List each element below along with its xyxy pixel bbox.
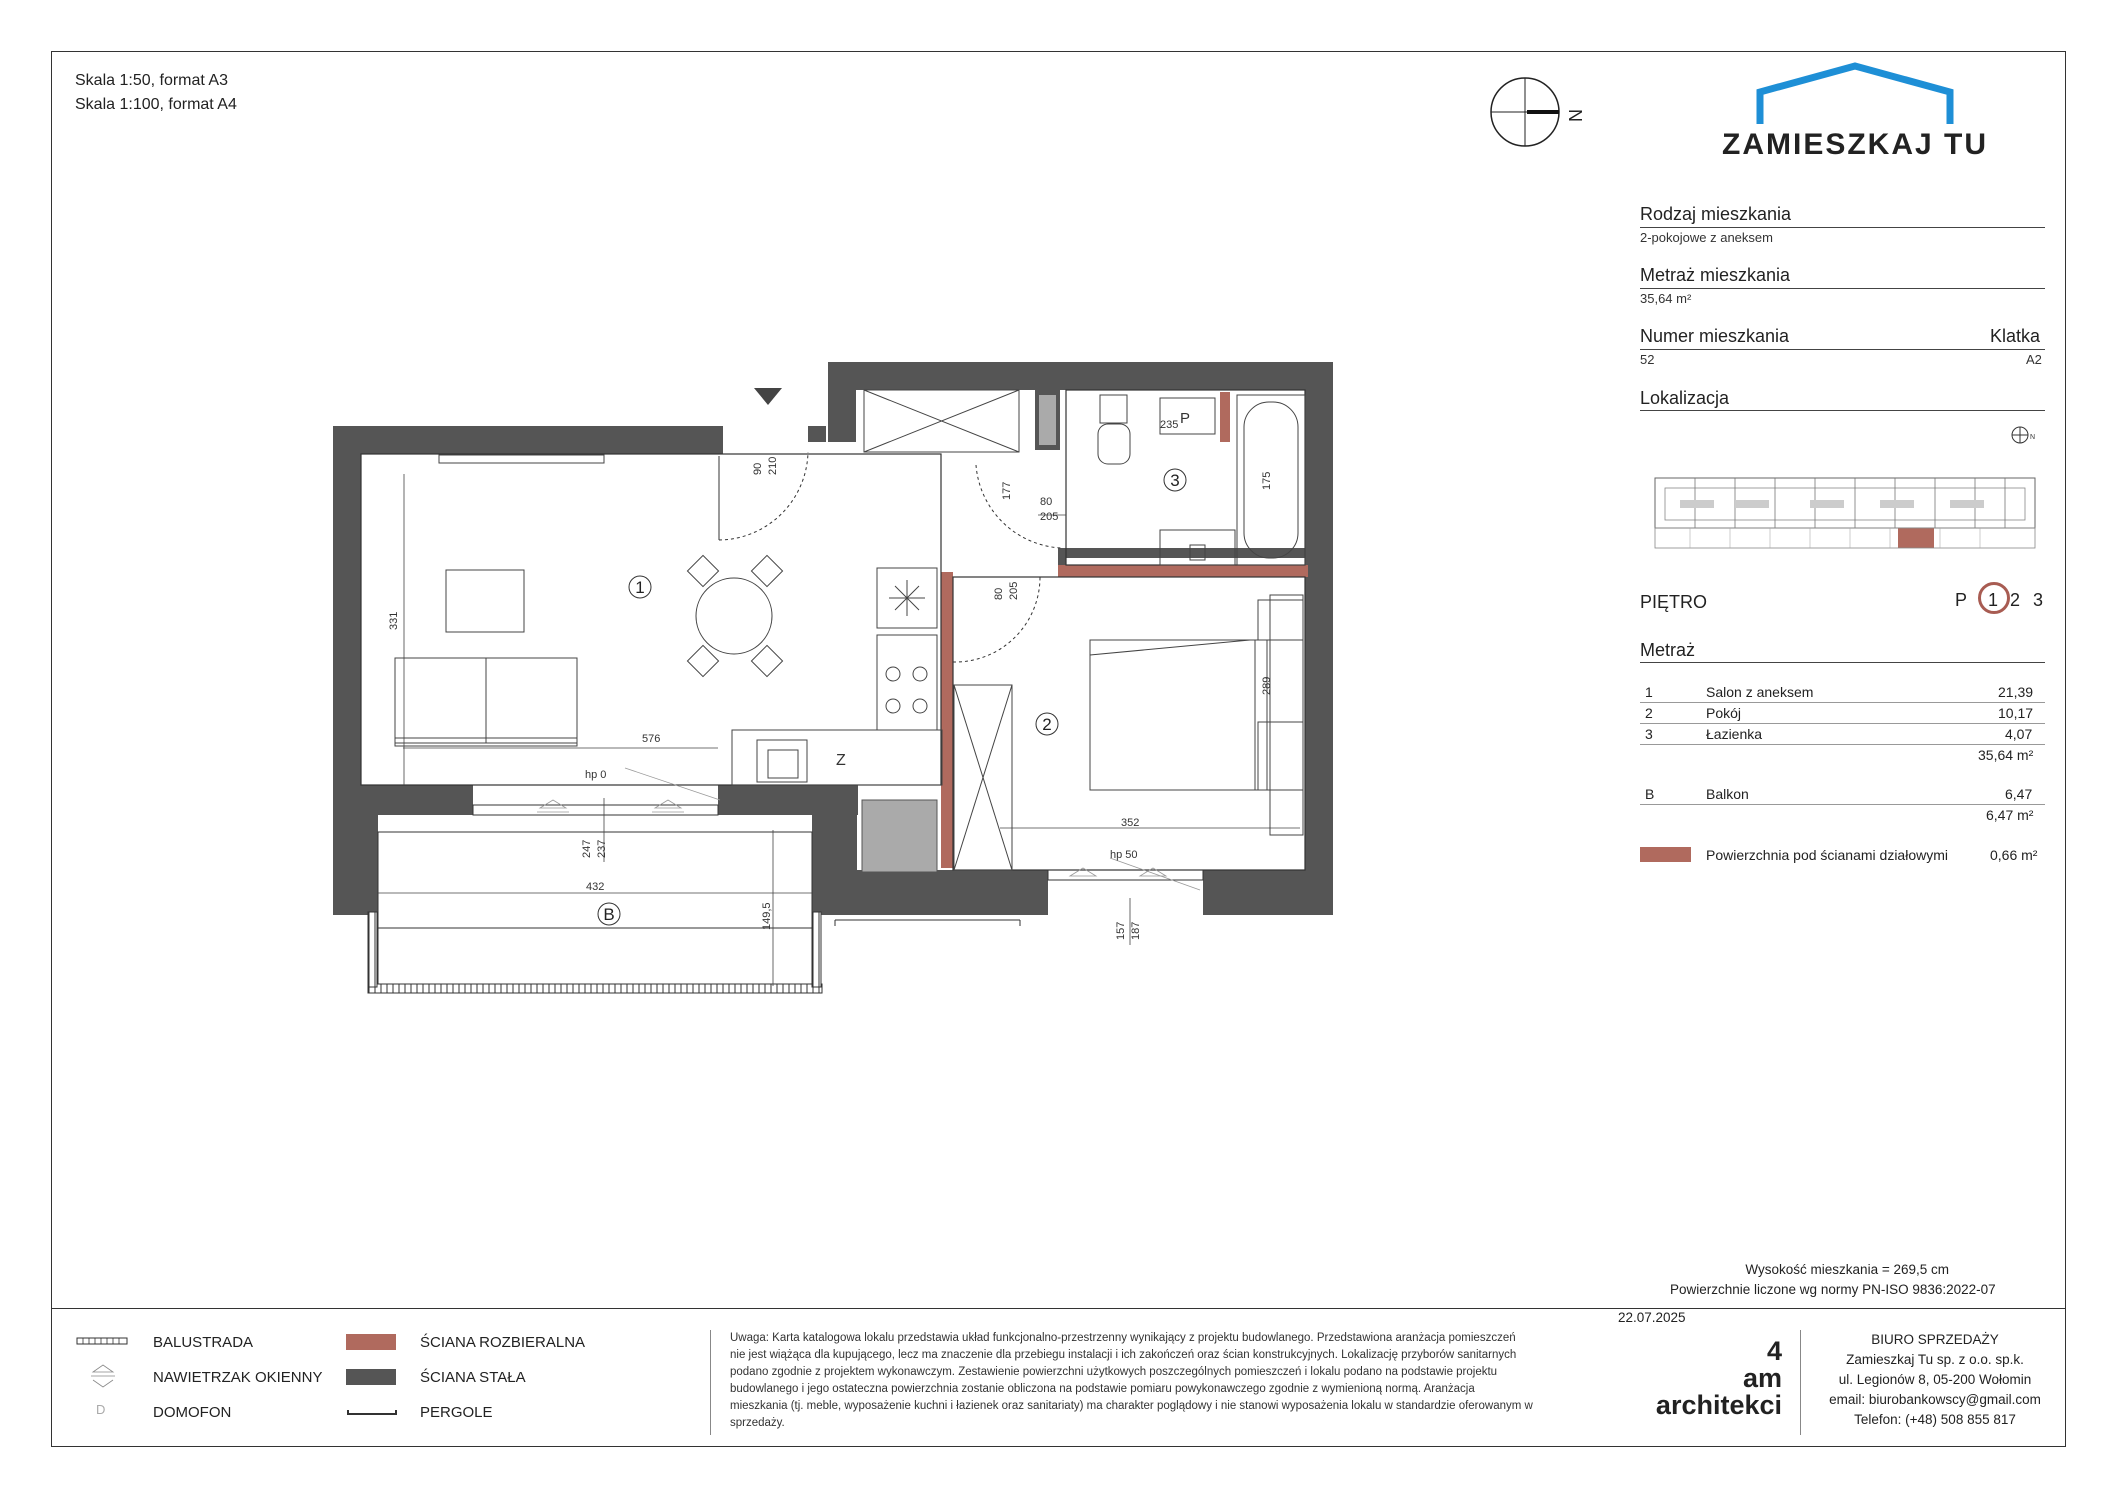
legend-nawietrzak: NAWIETRZAK OKIENNY — [153, 1369, 323, 1386]
brand-logo — [1700, 62, 2010, 172]
staircase-label: Klatka — [1990, 326, 2041, 346]
svg-text:hp 0: hp 0 — [585, 769, 607, 781]
svg-text:187: 187 — [1130, 921, 1142, 940]
balcony-num: B — [1645, 786, 1655, 802]
balcony-area: 6,47 — [2005, 786, 2033, 802]
svg-text:289: 289 — [1261, 676, 1273, 695]
room-1-area: 21,39 — [1998, 684, 2034, 700]
svg-text:576: 576 — [642, 733, 661, 745]
sales-email[interactable]: email: biurobankowscy@gmail.com — [1829, 1392, 2041, 1407]
legend-balustrada: BALUSTRADA — [153, 1334, 254, 1351]
room-2-area: 10,17 — [1998, 705, 2034, 721]
balcony-name: Balkon — [1706, 786, 1749, 802]
svg-text:205: 205 — [1040, 511, 1059, 523]
domofon-symbol: D — [96, 1402, 106, 1417]
balcony-total: 6,47 m² — [1986, 807, 2034, 823]
floor-level-1[interactable]: 1 — [1988, 590, 1999, 610]
svg-text:331: 331 — [388, 611, 400, 630]
legend-pergola-symbol — [346, 1404, 400, 1420]
apartment-number-value: 52 — [1640, 352, 1655, 367]
rooms-total: 35,64 m² — [1978, 747, 2034, 763]
floor-label: PIĘTRO — [1640, 592, 1708, 612]
room-3-name: Łazienka — [1706, 726, 1763, 742]
svg-text:157: 157 — [1115, 921, 1127, 940]
legend-symbols — [75, 1332, 135, 1442]
room-label-1: 1 — [635, 578, 645, 597]
norm-note: Powierzchnie liczone wg normy PN-ISO 9836:2022-07 — [1670, 1282, 1996, 1297]
svg-text:P: P — [1180, 410, 1191, 427]
svg-text:237: 237 — [596, 839, 608, 858]
svg-text:177: 177 — [1001, 481, 1013, 500]
svg-text:N: N — [2030, 434, 2036, 441]
svg-text:Z: Z — [836, 752, 846, 769]
apartment-area-label: Metraż mieszkania — [1640, 265, 1791, 285]
legend-domofon: DOMOFON — [153, 1404, 232, 1421]
brand-name: ZAMIESZKAJ TU — [1722, 128, 1988, 161]
svg-text:205: 205 — [1008, 581, 1020, 600]
room-label-b: B — [603, 905, 615, 924]
svg-text:210: 210 — [767, 456, 779, 475]
sales-phone[interactable]: Telefon: (+48) 508 855 817 — [1854, 1412, 2016, 1427]
mini-north-icon — [2008, 423, 2048, 447]
svg-text:80: 80 — [1040, 496, 1053, 508]
svg-text:149,5: 149,5 — [761, 902, 773, 930]
disclaimer: Uwaga: Karta katalogowa lokalu przedstawia układ funkcjonalno-przestrzenny wynikający z projektu budowlanego. Przedstawiona aranżacja pomieszczeń nie jest wiążąca dla kupującego, lecz ma znaczenie dla przebiegu instalacji i ich zakończeń oraz ścian konstrukcyjnych. Lokalizację przyborów sanitarnych podano zgodnie z projektem wykonawczym. Zestawienie powierzchni użytkowych poszczególnych pomieszczeń i lokalu podano na podstawie projektu budowlanego i jego ostateczna powierzchnia zostanie obliczona na podstawie pomiaru powykonawczego zgodnie z wymienioną normą. Aranżacja mieszkania (tj. meble, wyposażenie kuchni i łazienek oraz sanitariaty) ma charakter poglądowy i nie stanowi wyposażenia lokalu w standardzie oferowanym w sprzedaży. — [730, 1332, 1533, 1429]
svg-text:80: 80 — [993, 587, 1005, 600]
sales-office: BIURO SPRZEDAŻY Zamieszkaj Tu sp. z o.o. sp.k. ul. Legionów 8, 05-200 Wołomin email: biurobankowscy@gmail.com Telefon: (+48) 508 855 817 — [1815, 1330, 2055, 1430]
location-key-plan — [1650, 470, 2040, 560]
legend-sciana-stala: ŚCIANA STAŁA — [420, 1369, 526, 1386]
svg-text:235: 235 — [1160, 419, 1179, 431]
floor-level-p[interactable]: P — [1955, 590, 1968, 610]
legend-sciana-rozbieralna: ŚCIANA ROZBIERALNA — [420, 1334, 586, 1351]
partition-label: Powierzchnia pod ścianami działowymi — [1706, 847, 1948, 863]
apartment-number-label: Numer mieszkania — [1640, 326, 1790, 346]
room-label-3: 3 — [1170, 471, 1180, 490]
floor-level-3[interactable]: 3 — [2033, 590, 2044, 610]
areas-label: Metraż — [1640, 640, 1696, 660]
room-1-name: Salon z aneksem — [1706, 684, 1814, 700]
apartment-area-value: 35,64 m² — [1640, 291, 1692, 306]
svg-text:352: 352 — [1121, 817, 1140, 829]
scale-a3: Skala 1:50, format A3 — [75, 72, 228, 89]
svg-text:hp 50: hp 50 — [1110, 849, 1138, 861]
room-1-num: 1 — [1645, 684, 1653, 700]
svg-text:175: 175 — [1261, 471, 1273, 490]
north-label: N — [1565, 109, 1585, 122]
room-label-2: 2 — [1042, 715, 1052, 734]
room-3-area: 4,07 — [2005, 726, 2033, 742]
room-3-num: 3 — [1645, 726, 1653, 742]
svg-text:432: 432 — [586, 881, 605, 893]
location-label: Lokalizacja — [1640, 388, 1730, 408]
height-note: Wysokość mieszkania = 269,5 cm — [1745, 1262, 1949, 1277]
legend-swatch-rozbieralna — [346, 1334, 396, 1350]
room-2-name: Pokój — [1706, 705, 1742, 721]
partition-swatch — [1640, 847, 1691, 862]
room-2-num: 2 — [1645, 705, 1653, 721]
apartment-type-value: 2-pokojowe z aneksem — [1640, 230, 1773, 245]
apartment-type-label: Rodzaj mieszkania — [1640, 204, 1792, 224]
legend-pergole: PERGOLE — [420, 1404, 493, 1421]
svg-text:90: 90 — [752, 462, 764, 475]
legend-swatch-stala — [346, 1369, 396, 1385]
architect-logo: 4 am architekci — [1655, 1336, 1782, 1420]
partition-value: 0,66 m² — [1990, 847, 2038, 863]
staircase-value: A2 — [2026, 352, 2042, 367]
scale-a4: Skala 1:100, format A4 — [75, 96, 237, 113]
floor-level-2[interactable]: 2 — [2010, 590, 2021, 610]
date: 22.07.2025 — [1618, 1310, 1686, 1325]
svg-text:247: 247 — [581, 839, 593, 858]
